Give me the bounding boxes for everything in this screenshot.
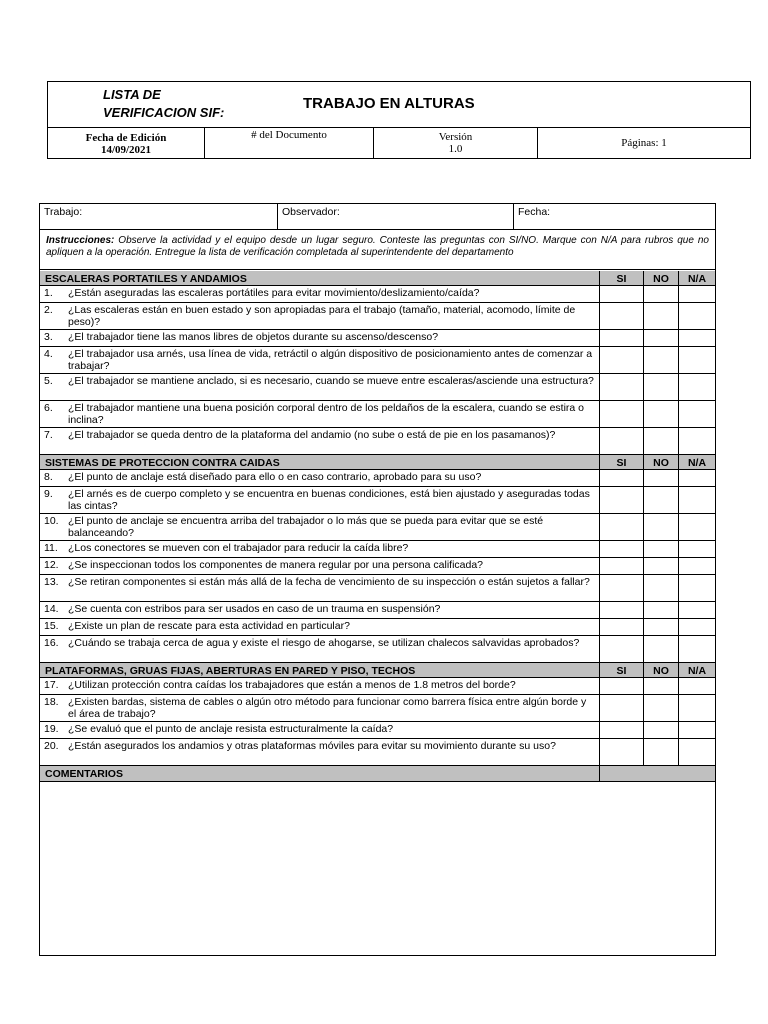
checklist-form: [39, 203, 716, 956]
answer-no-checkbox[interactable]: [643, 678, 678, 694]
question-row: [40, 678, 715, 695]
checklist-label: [103, 86, 273, 122]
question-row: [40, 558, 715, 575]
question-number: 13.: [44, 576, 59, 588]
question-text: ¿Se evaluó que el punto de anclaje resista estructuralmente la caída?: [68, 723, 394, 735]
trabajo-field[interactable]: [40, 204, 278, 229]
answer-si-checkbox[interactable]: [599, 636, 643, 662]
question-text: ¿Se inspeccionan todos los componentes de manera regular por una persona calificada?: [68, 559, 484, 571]
question-row: [40, 575, 715, 602]
answer-no-checkbox[interactable]: [643, 558, 678, 574]
question-text: ¿Están asegurados los andamios y otras plataformas móviles para evitar su movimiento durante su uso?: [68, 740, 556, 752]
section-title: SISTEMAS DE PROTECCION CONTRA CAIDAS: [45, 457, 280, 469]
answer-na-checkbox[interactable]: [678, 541, 715, 557]
section-header: [40, 663, 715, 678]
doc-number-cell: [205, 128, 374, 158]
answer-si-checkbox[interactable]: [599, 619, 643, 635]
answer-no-checkbox[interactable]: [643, 541, 678, 557]
question-text: ¿Utilizan protección contra caídas los trabajadores que están a menos de 1.8 metros del borde?: [68, 679, 516, 691]
header-title-row: [48, 82, 750, 128]
question-number: 10.: [44, 515, 59, 527]
question-row: [40, 374, 715, 401]
answer-na-checkbox[interactable]: [678, 558, 715, 574]
question-number: 20.: [44, 740, 59, 752]
doc-number-label: # del Documento: [251, 129, 327, 141]
question-number: 18.: [44, 696, 59, 708]
document-title: TRABAJO EN ALTURAS: [303, 95, 475, 112]
question-row: [40, 514, 715, 541]
answer-si-checkbox[interactable]: [599, 602, 643, 618]
answer-na-checkbox[interactable]: [678, 303, 715, 329]
observador-field[interactable]: [278, 204, 514, 229]
col-no-header: NO: [643, 663, 678, 677]
answer-si-checkbox[interactable]: [599, 739, 643, 765]
question-number: 12.: [44, 559, 59, 571]
answer-no-checkbox[interactable]: [643, 487, 678, 513]
col-si-header: SI: [599, 271, 643, 285]
question-number: 9.: [44, 488, 53, 500]
pages-label: Páginas: 1: [621, 137, 667, 149]
info-row: [40, 204, 715, 230]
answer-si-checkbox[interactable]: [599, 428, 643, 454]
question-text: ¿El punto de anclaje está diseñado para ello o en caso contrario, aprobado para su uso?: [68, 471, 482, 483]
answer-na-checkbox[interactable]: [678, 286, 715, 302]
answer-no-checkbox[interactable]: [643, 722, 678, 738]
answer-na-checkbox[interactable]: [678, 347, 715, 373]
answer-si-checkbox[interactable]: [599, 374, 643, 400]
pages-cell: [538, 128, 750, 158]
question-number: 4.: [44, 348, 53, 360]
edition-date-value: 14/09/2021: [100, 144, 152, 156]
fecha-label: Fecha:: [518, 206, 551, 218]
question-number: 16.: [44, 637, 59, 649]
question-text: ¿Existe un plan de rescate para esta actividad en particular?: [68, 620, 350, 632]
answer-no-checkbox[interactable]: [643, 602, 678, 618]
section-title: ESCALERAS PORTATILES Y ANDAMIOS: [45, 273, 247, 285]
answer-no-checkbox[interactable]: [643, 575, 678, 601]
answer-no-checkbox[interactable]: [643, 636, 678, 662]
answer-na-checkbox[interactable]: [678, 330, 715, 346]
question-text: ¿Se retiran componentes si están más allá de la fecha de vencimiento de su inspección o están sujetos a fallar?: [68, 576, 590, 588]
question-text: ¿Los conectores se mueven con el trabajador para reducir la caída libre?: [68, 542, 409, 554]
comments-header: [40, 766, 715, 782]
answer-no-checkbox[interactable]: [643, 330, 678, 346]
question-row: [40, 636, 715, 663]
answer-na-checkbox[interactable]: [678, 575, 715, 601]
section-header: [40, 271, 715, 286]
question-row: [40, 619, 715, 636]
question-row: [40, 330, 715, 347]
version-label: Versión: [438, 131, 473, 143]
answer-na-checkbox[interactable]: [678, 470, 715, 486]
question-text: ¿El punto de anclaje se encuentra arriba del trabajador o lo más que se pueda para evitar que se esté balanceando?: [68, 515, 544, 539]
comments-area[interactable]: [40, 782, 715, 955]
question-text: ¿Están aseguradas las escaleras portátiles para evitar movimiento/deslizamiento/caída?: [68, 287, 480, 299]
answer-na-checkbox[interactable]: [678, 619, 715, 635]
col-na-header: N/A: [678, 455, 715, 469]
answer-no-checkbox[interactable]: [643, 286, 678, 302]
question-text: ¿El trabajador se queda dentro de la plataforma del andamio (no sube o está de pie en los pasamanos)?: [68, 429, 556, 441]
answer-si-checkbox[interactable]: [599, 514, 643, 540]
question-text: ¿El trabajador usa arnés, usa línea de vida, retráctil o algún dispositivo de posicionamiento antes de comenzar a trabajar?: [68, 348, 593, 372]
answer-no-checkbox[interactable]: [643, 470, 678, 486]
answer-si-checkbox[interactable]: [599, 286, 643, 302]
document-header: [47, 81, 751, 159]
edition-date-cell: [48, 128, 205, 158]
header-meta-row: [48, 128, 750, 158]
checklist-label-line2: VERIFICACION SIF:: [103, 105, 225, 120]
answer-na-checkbox[interactable]: [678, 428, 715, 454]
answer-si-checkbox[interactable]: [599, 722, 643, 738]
answer-no-checkbox[interactable]: [643, 428, 678, 454]
question-number: 7.: [44, 429, 53, 441]
question-number: 2.: [44, 304, 53, 316]
question-number: 14.: [44, 603, 59, 615]
answer-na-checkbox[interactable]: [678, 695, 715, 721]
answer-no-checkbox[interactable]: [643, 739, 678, 765]
section-header: [40, 455, 715, 470]
question-number: 8.: [44, 471, 53, 483]
answer-na-checkbox[interactable]: [678, 374, 715, 400]
answer-no-checkbox[interactable]: [643, 695, 678, 721]
observador-label: Observador:: [282, 206, 340, 218]
answer-si-checkbox[interactable]: [599, 330, 643, 346]
question-number: 17.: [44, 679, 59, 691]
question-number: 5.: [44, 375, 53, 387]
question-number: 15.: [44, 620, 59, 632]
question-text: ¿Cuándo se trabaja cerca de agua y existe el riesgo de ahogarse, se utilizan chalecos salvavidas aprobados?: [68, 637, 580, 649]
answer-no-checkbox[interactable]: [643, 374, 678, 400]
question-row: [40, 303, 715, 330]
answer-na-checkbox[interactable]: [678, 722, 715, 738]
question-number: 6.: [44, 402, 53, 414]
question-text: ¿Las escaleras están en buen estado y son apropiadas para el trabajo (tamaño, material, acomodo, límite de peso)?: [68, 304, 576, 328]
answer-si-checkbox[interactable]: [599, 347, 643, 373]
edition-date-label: Fecha de Edición: [85, 132, 167, 144]
col-no-header: NO: [643, 455, 678, 469]
question-text: ¿Existen bardas, sistema de cables o algún otro método para funcionar como barrera física entre algún borde y el área de trabajo?: [68, 696, 587, 720]
answer-si-checkbox[interactable]: [599, 487, 643, 513]
version-cell: [374, 128, 538, 158]
answer-no-checkbox[interactable]: [643, 619, 678, 635]
col-na-header: N/A: [678, 271, 715, 285]
question-number: 19.: [44, 723, 59, 735]
question-row: [40, 602, 715, 619]
question-row: [40, 487, 715, 514]
question-row: [40, 722, 715, 739]
section-title: PLATAFORMAS, GRUAS FIJAS, ABERTURAS EN PARED Y PISO, TECHOS: [45, 665, 416, 677]
question-row: [40, 401, 715, 428]
question-text: ¿El trabajador se mantiene anclado, si es necesario, cuando se mueve entre escaleras/asciende una estructura?: [68, 375, 594, 387]
question-row: [40, 428, 715, 455]
question-text: ¿El trabajador mantiene una buena posición corporal dentro de los peldaños de la escalera, cuando se estira o inclina?: [68, 402, 584, 426]
question-row: [40, 739, 715, 766]
question-row: [40, 695, 715, 722]
question-row: [40, 286, 715, 303]
answer-na-checkbox[interactable]: [678, 739, 715, 765]
question-row: [40, 347, 715, 374]
answer-no-checkbox[interactable]: [643, 401, 678, 427]
answer-si-checkbox[interactable]: [599, 470, 643, 486]
answer-no-checkbox[interactable]: [643, 303, 678, 329]
fecha-field[interactable]: [514, 204, 715, 229]
answer-si-checkbox[interactable]: [599, 401, 643, 427]
comments-header-divider: [599, 766, 715, 781]
instructions: [40, 230, 715, 270]
answer-si-checkbox[interactable]: [599, 575, 643, 601]
question-text: ¿El arnés es de cuerpo completo y se encuentra en buenas condiciones, está bien ajustado y aseguradas todas las cintas?: [68, 488, 590, 512]
answer-na-checkbox[interactable]: [678, 487, 715, 513]
answer-na-checkbox[interactable]: [678, 636, 715, 662]
instructions-label: Instrucciones:: [46, 235, 115, 246]
question-number: 11.: [44, 542, 58, 554]
answer-na-checkbox[interactable]: [678, 401, 715, 427]
instructions-text: Observe la actividad y el equipo desde un lugar seguro. Conteste las preguntas con SI/NO. Marque con N/A para rubros que no apliquen a la operación. Entregue la lista de verificación completada al superintendente del departamento: [46, 235, 709, 258]
trabajo-label: Trabajo:: [44, 206, 83, 218]
col-na-header: N/A: [678, 663, 715, 677]
question-number: 1.: [44, 287, 53, 299]
answer-si-checkbox[interactable]: [599, 695, 643, 721]
answer-no-checkbox[interactable]: [643, 514, 678, 540]
question-row: [40, 470, 715, 487]
comments-label: COMENTARIOS: [45, 768, 123, 780]
question-number: 3.: [44, 331, 53, 343]
answer-si-checkbox[interactable]: [599, 541, 643, 557]
col-no-header: NO: [643, 271, 678, 285]
answer-na-checkbox[interactable]: [678, 678, 715, 694]
question-text: ¿El trabajador tiene las manos libres de objetos durante su ascenso/descenso?: [68, 331, 439, 343]
answer-no-checkbox[interactable]: [643, 347, 678, 373]
answer-si-checkbox[interactable]: [599, 303, 643, 329]
version-value: 1.0: [448, 143, 463, 155]
question-row: [40, 541, 715, 558]
col-si-header: SI: [599, 663, 643, 677]
checklist-label-line1: LISTA DE: [103, 87, 161, 102]
answer-si-checkbox[interactable]: [599, 558, 643, 574]
answer-na-checkbox[interactable]: [678, 514, 715, 540]
question-text: ¿Se cuenta con estribos para ser usados en caso de un trauma en suspensión?: [68, 603, 441, 615]
col-si-header: SI: [599, 455, 643, 469]
answer-si-checkbox[interactable]: [599, 678, 643, 694]
answer-na-checkbox[interactable]: [678, 602, 715, 618]
